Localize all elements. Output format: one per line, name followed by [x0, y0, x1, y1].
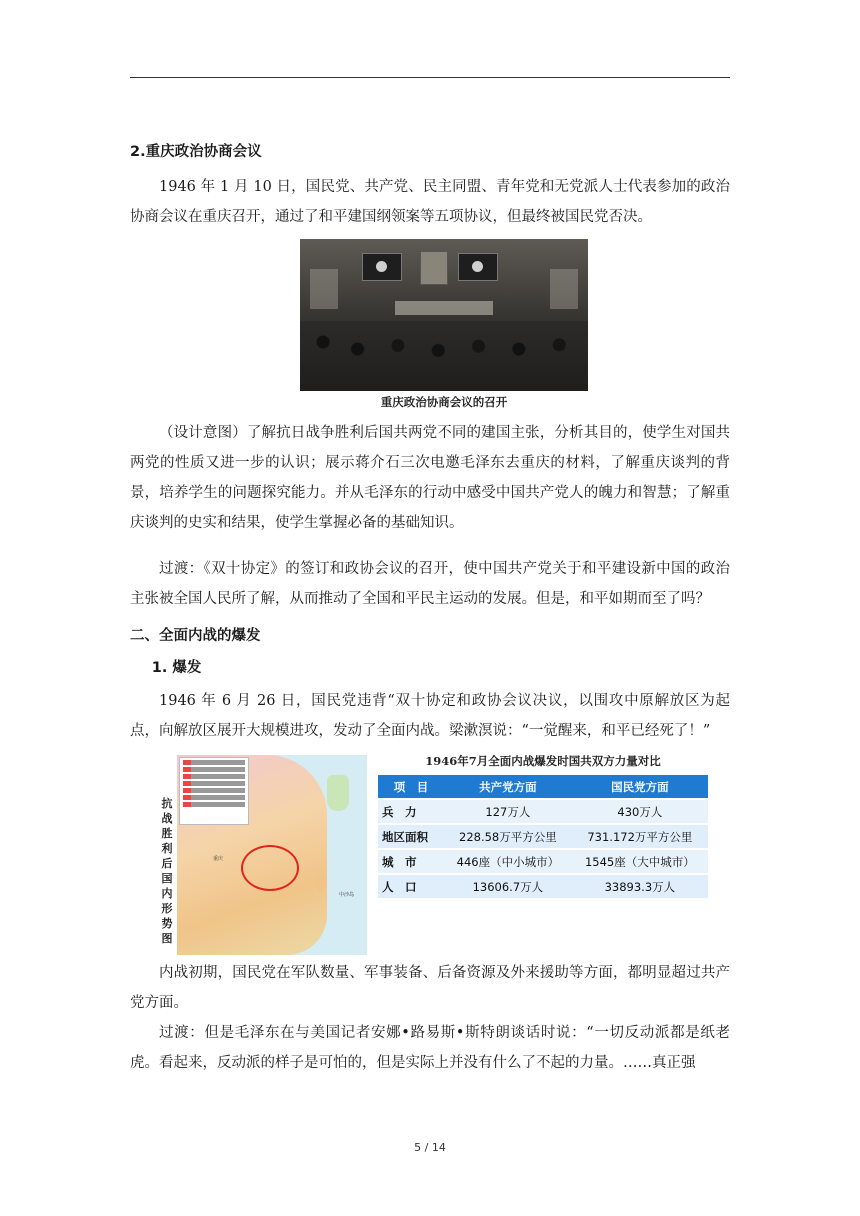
table-cell: 731.172万平方公里 [572, 824, 708, 849]
table-header-cell: 共产党方面 [444, 775, 572, 799]
photo-caption: 重庆政治协商会议的召开 [380, 395, 508, 409]
pcc-meeting-photo [300, 239, 588, 391]
map-label-chongqing: 重庆 [213, 856, 224, 862]
map-vertical-title: 抗战胜利后国内形势图 [161, 797, 173, 945]
photo-stage [395, 301, 493, 315]
table-header-cell: 国民党方面 [572, 775, 708, 799]
subsection-heading-outbreak: 1. 爆发 [151, 660, 202, 676]
table-cell: 1545座（大中城市） [572, 849, 708, 874]
map-korea [327, 775, 349, 811]
page-number: 5 / 14 [414, 1141, 446, 1154]
photo-crowd [300, 321, 588, 391]
photo-window [310, 269, 338, 309]
map-legend [179, 757, 249, 825]
table-header-cell: 项 目 [378, 775, 444, 799]
table-cell: 430万人 [572, 799, 708, 824]
map-taiwan [317, 875, 325, 893]
table-header-row [378, 775, 708, 799]
paragraph-transition-peace: 过渡：《双十协定》的签订和政协会议的召开，使中国共产党关于和平建设新中国的政治主张被全国人民所了解，从而推动了全国和平民主运动的发展。但是，和平如期而至了吗？ [130, 561, 730, 607]
paragraph-paper-tiger: 过渡：但是毛泽东在与美国记者安娜•路易斯•斯特朗谈话时说：“一切反动派都是纸老虎。看起来，反动派的样子是可怕的，但是实际上并没有什么了不起的力量。……真正强 [130, 1025, 730, 1071]
table-cell: 13606.7万人 [444, 874, 572, 899]
photo-flag-left [362, 253, 402, 281]
section-heading-chongqing-pcc: 2.重庆政治协商会议 [130, 144, 262, 160]
map-label-zhongsha: 中沙岛 [339, 892, 355, 898]
table-cell: 人 口 [378, 874, 444, 899]
section-heading-civil-war: 二、全面内战的爆发 [130, 628, 261, 644]
table-cell: 33893.3万人 [572, 874, 708, 899]
table-row [378, 799, 708, 824]
situation-map [177, 755, 367, 955]
forces-comparison-table [378, 775, 708, 900]
map-central-plains-circle [241, 845, 299, 891]
paragraph-outbreak: 1946 年 6 月 26 日，国民党违背“双十协定和政协会议决议，以围攻中原解放区为起点，向解放区展开大规模进攻，发动了全面内战。梁漱溟说：“一觉醒来，和平已经死了！” [130, 693, 730, 739]
table-cell: 228.58万平方公里 [444, 824, 572, 849]
table-cell: 兵 力 [378, 799, 444, 824]
photo-flag-right [458, 253, 498, 281]
table-row [378, 874, 708, 899]
table-cell: 127万人 [444, 799, 572, 824]
table-row [378, 824, 708, 849]
paragraph-design-intent: （设计意图）了解抗日战争胜利后国共两党不同的建国主张，分析其目的，使学生对国共两党的性质又进一步的认识；展示蒋介石三次电邀毛泽东去重庆的材料，了解重庆谈判的背景，培养学生的问题探究能力。并从毛泽东的行动中感受中国共产党人的魄力和智慧；了解重庆谈判的史实和结果，使学生掌握必备的基础知识。 [130, 425, 730, 531]
table-cell: 地区面积 [378, 824, 444, 849]
table-title: 1946年7月全面内战爆发时国共双方力量对比 [425, 754, 661, 768]
table-cell: 446座（中小城市） [444, 849, 572, 874]
table-row [378, 849, 708, 874]
table-cell: 城 市 [378, 849, 444, 874]
header-rule [130, 77, 730, 78]
paragraph-early-war: 内战初期，国民党在军队数量、军事装备、后备资源及外来援助等方面，都明显超过共产党方面。 [130, 965, 730, 1011]
paragraph-pcc-intro: 1946 年 1 月 10 日，国民党、共产党、民主同盟、青年党和无党派人士代表参加的政治协商会议在重庆召开，通过了和平建国纲领案等五项协议，但最终被国民党否决。 [130, 179, 730, 225]
photo-window [550, 269, 578, 309]
photo-portrait [420, 251, 448, 285]
